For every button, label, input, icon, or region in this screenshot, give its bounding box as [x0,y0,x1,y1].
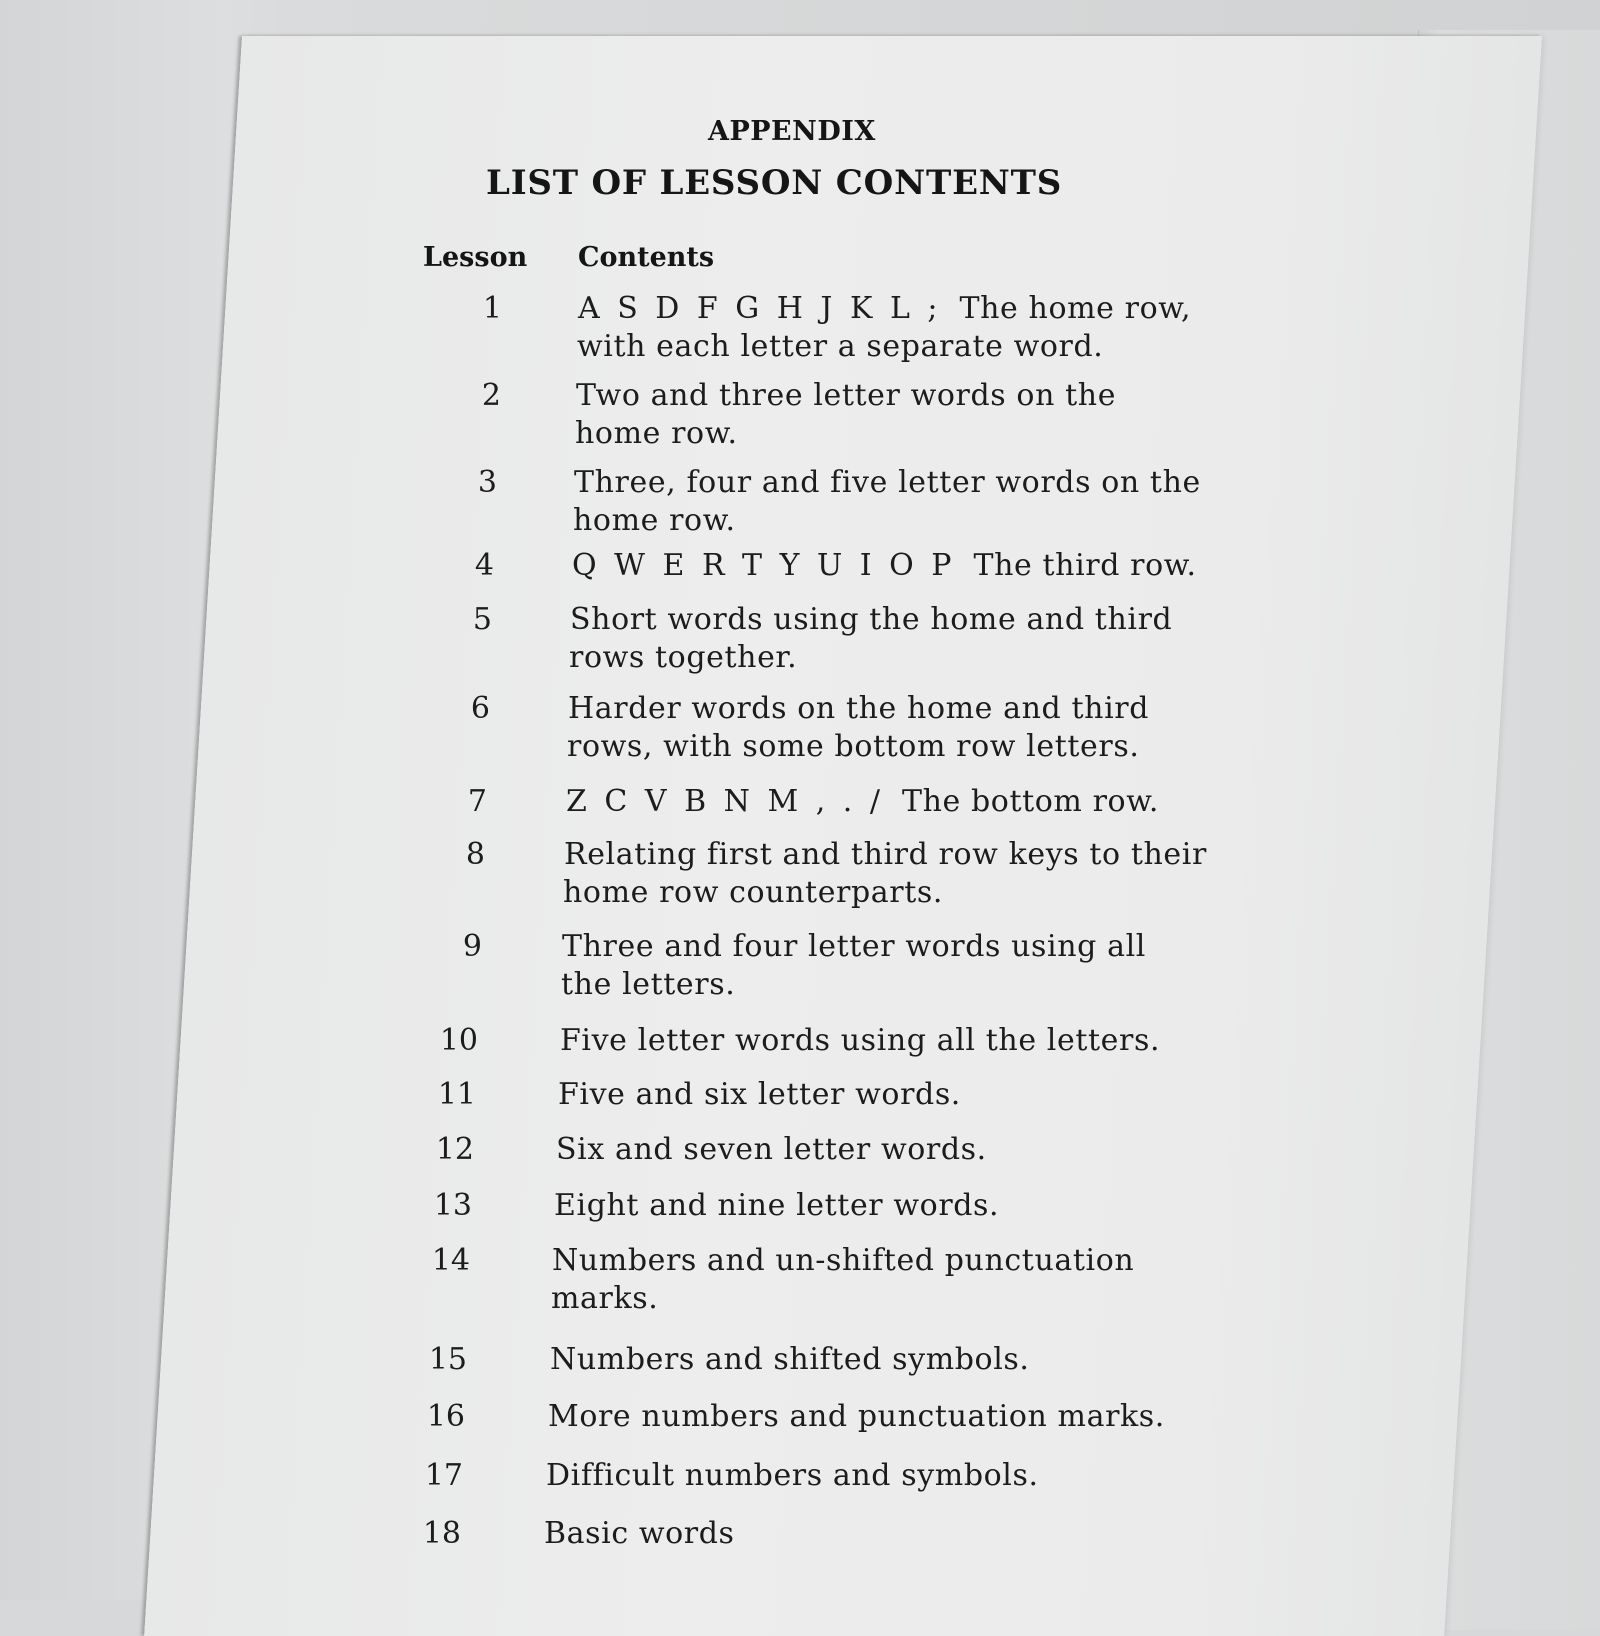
lesson-contents-line [562,928,1146,966]
column-header-lesson: Lesson [423,242,528,273]
lesson-number: 16 [426,1399,465,1434]
lesson-number: 7 [467,784,487,819]
lesson-description: home row counterparts. [563,875,944,910]
lesson-contents-line [551,1280,658,1318]
lesson-number: 11 [437,1077,476,1112]
lesson-description: home row. [575,416,738,451]
lesson-contents-line [569,639,797,677]
lesson-contents-line [574,464,1201,502]
lesson-description: with each letter a separate word. [577,329,1104,364]
lesson-contents-line [576,377,1116,415]
lesson-description: Relating first and third row keys to their [564,837,1207,872]
lesson-number: 1 [482,291,502,326]
lesson-keys: A S D F G H J K L ; [578,291,942,326]
lesson-number: 2 [481,378,501,413]
lesson-description: Three, four and five letter words on the [574,465,1201,500]
lesson-description: the letters. [561,967,736,1002]
column-header-contents: Contents [578,242,715,273]
lesson-description: Five and six letter words. [558,1077,961,1112]
lesson-description: Six and seven letter words. [556,1132,987,1167]
lesson-contents-line [548,1398,1165,1436]
lesson-description: Basic words [544,1516,735,1551]
lesson-number: 5 [472,602,492,637]
lesson-contents-line [570,601,1172,639]
lesson-number: 17 [424,1458,463,1493]
lesson-number: 15 [428,1342,467,1377]
lesson-contents-line [554,1187,999,1225]
lesson-description: Five letter words using all the letters. [560,1023,1161,1058]
lesson-description: marks. [551,1281,659,1316]
lesson-number: 9 [462,929,482,964]
lesson-description: Harder words on the home and third [568,691,1150,726]
lesson-description: home row. [573,503,736,538]
lesson-contents-line [558,1076,961,1114]
lesson-number: 4 [474,548,494,583]
lesson-contents-line [573,502,736,540]
lesson-description: Two and three letter words on the [576,378,1117,413]
lesson-keys: Z C V B N M , . / [566,784,884,819]
appendix-label: APPENDIX [708,116,876,147]
lesson-number: 13 [433,1188,472,1223]
lesson-contents-line [564,836,1207,874]
lesson-number: 3 [477,465,497,500]
lesson-contents-line [550,1341,1030,1379]
lesson-number: 12 [435,1132,474,1167]
lesson-description: rows, with some bottom row letters. [567,729,1140,764]
lesson-contents-line [563,874,943,912]
lesson-description: rows together. [569,640,798,675]
lesson-contents-line [544,1515,735,1553]
lesson-description: Short words using the home and third [570,602,1173,637]
lesson-number: 10 [439,1023,478,1058]
lesson-description: Three and four letter words using all [562,929,1146,964]
lesson-description: The home row, [959,291,1192,326]
lesson-number: 14 [431,1243,470,1278]
lesson-contents-line [572,547,1197,585]
lesson-contents-line [568,690,1149,728]
lesson-contents-line [561,966,735,1004]
lesson-contents-line [575,415,738,453]
lesson-contents-line [546,1457,1039,1495]
lesson-contents-line [566,783,1159,821]
lesson-contents-line [577,328,1103,366]
lesson-contents-line [578,290,1191,328]
lesson-description: Difficult numbers and symbols. [546,1458,1039,1493]
lesson-number: 8 [465,837,485,872]
lesson-description: More numbers and punctuation marks. [548,1399,1165,1434]
lesson-contents-line [567,728,1139,766]
lesson-keys: Q W E R T Y U I O P [572,548,956,583]
lesson-number: 6 [470,691,490,726]
lesson-description: The bottom row. [901,784,1160,819]
lesson-contents-line [560,1022,1160,1060]
lesson-description: Eight and nine letter words. [554,1188,1000,1223]
lesson-contents-line [556,1131,987,1169]
lesson-number: 18 [422,1516,461,1551]
lesson-description: Numbers and un-shifted punctuation [552,1243,1135,1278]
page-title: LIST OF LESSON CONTENTS [486,163,1063,203]
lesson-description: Numbers and shifted symbols. [550,1342,1030,1377]
lesson-description: The third row. [973,548,1197,583]
lesson-contents-line [552,1242,1134,1280]
